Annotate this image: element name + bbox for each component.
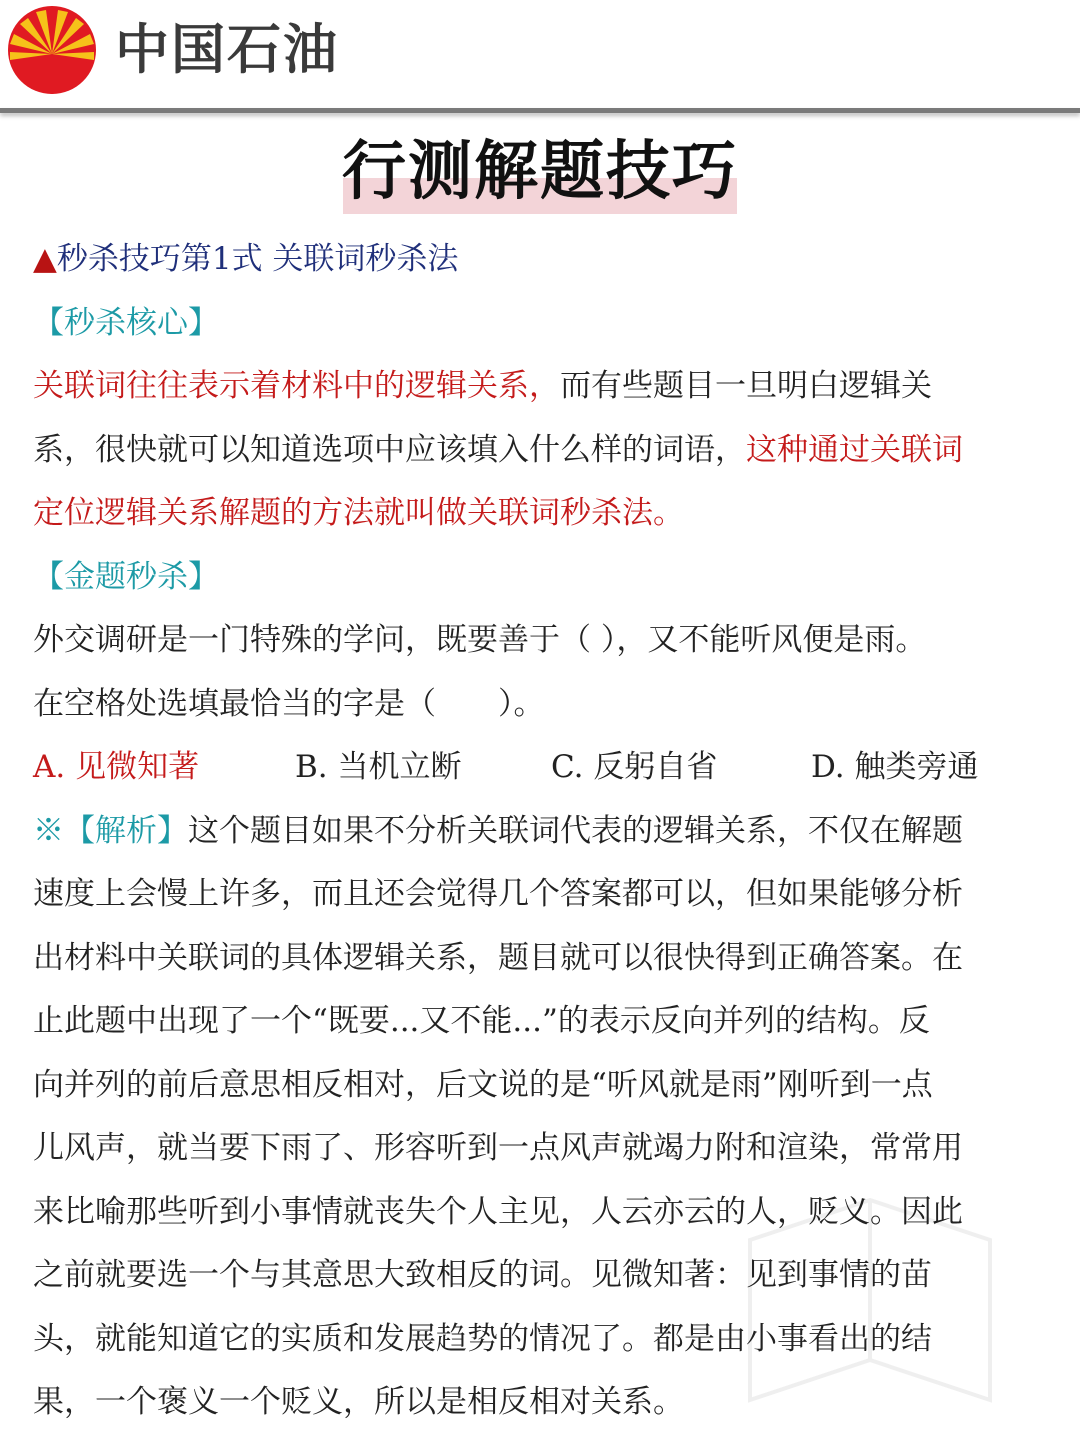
analysis-line-6: 儿风声，就当要下雨了、形容听到一点风声就竭力附和渲染，常常用 <box>33 1130 963 1166</box>
option-d: D. 触类旁通 <box>811 749 979 785</box>
core-line-3 <box>33 482 1033 546</box>
header-divider <box>0 108 1080 113</box>
page-title: 行测解题技巧 <box>342 134 738 209</box>
core-line-2 <box>33 419 1033 483</box>
analysis-line-4: 止此题中出现了一个“既要...又不能...”的表示反向并列的结构。反 <box>33 1003 930 1039</box>
analysis-line-5: 向并列的前后意思相反相对，后文说的是“听风就是雨”刚听到一点 <box>33 1066 933 1103</box>
option-b: B. 当机立断 <box>295 749 462 785</box>
analysis-line-7: 来比喻那些听到小事情就丧失个人主见，人云亦云的人，贬义。因此 <box>33 1193 963 1230</box>
core-text-2: 系，很快就可以知道选项中应该填入什么样的词语， <box>33 431 746 468</box>
answer-options <box>33 736 1033 800</box>
question-label-text: 【金题秒杀】 <box>33 558 219 595</box>
analysis-label: ※【解析】 <box>33 812 188 849</box>
question-line-2: 在空格处选填最恰当的字是（ ）。 <box>33 685 545 722</box>
question-label <box>33 546 1033 610</box>
triangle-marker-icon: ▲ <box>33 241 57 277</box>
analysis-line-10: 果，一个褒义一个贬义，所以是相反相对关系。 <box>33 1384 684 1420</box>
section-heading-text: 秒杀技巧第1式 关联词秒杀法 <box>56 241 459 277</box>
analysis-line-8: 之前就要选一个与其意思大致相反的词。见微知著：见到事情的苗 <box>33 1257 932 1293</box>
core-emphasis-1: 关联词往往表示着材料中的逻辑关系， <box>33 368 560 404</box>
section-heading <box>33 228 1033 292</box>
option-a: A. 见微知著 <box>33 749 200 785</box>
petrochina-logo-icon <box>6 4 98 96</box>
analysis-text-1: 这个题目如果不分析关联词代表的逻辑关系，不仅在解题 <box>188 812 963 849</box>
core-emphasis-3: 定位逻辑关系解题的方法就叫做关联词秒杀法。 <box>33 495 684 531</box>
brand-name: 中国石油 <box>115 18 339 81</box>
question-line-1: 外交调研是一门特殊的学问，既要善于（ ），又不能听风便是雨。 <box>33 622 927 658</box>
core-label-text: 【秒杀核心】 <box>33 304 219 341</box>
analysis-line-3: 出材料中关联词的具体逻辑关系，题目就可以很快得到正确答案。在 <box>33 939 963 976</box>
article-body <box>33 228 1033 1435</box>
option-c: C. 反躬自省 <box>551 749 718 785</box>
analysis-line-2: 速度上会慢上许多，而且还会觉得几个答案都可以，但如果能够分析 <box>33 876 963 912</box>
core-emphasis-2: 这种通过关联词 <box>746 431 963 468</box>
analysis-line-1 <box>33 800 1033 864</box>
header <box>0 0 1080 112</box>
analysis-line-9: 头，就能知道它的实质和发展趋势的情况了。都是由小事看出的结 <box>33 1320 932 1357</box>
core-label <box>33 292 1033 356</box>
core-line-1 <box>33 355 1033 419</box>
core-text-1: 而有些题目一旦明白逻辑关 <box>560 368 932 404</box>
